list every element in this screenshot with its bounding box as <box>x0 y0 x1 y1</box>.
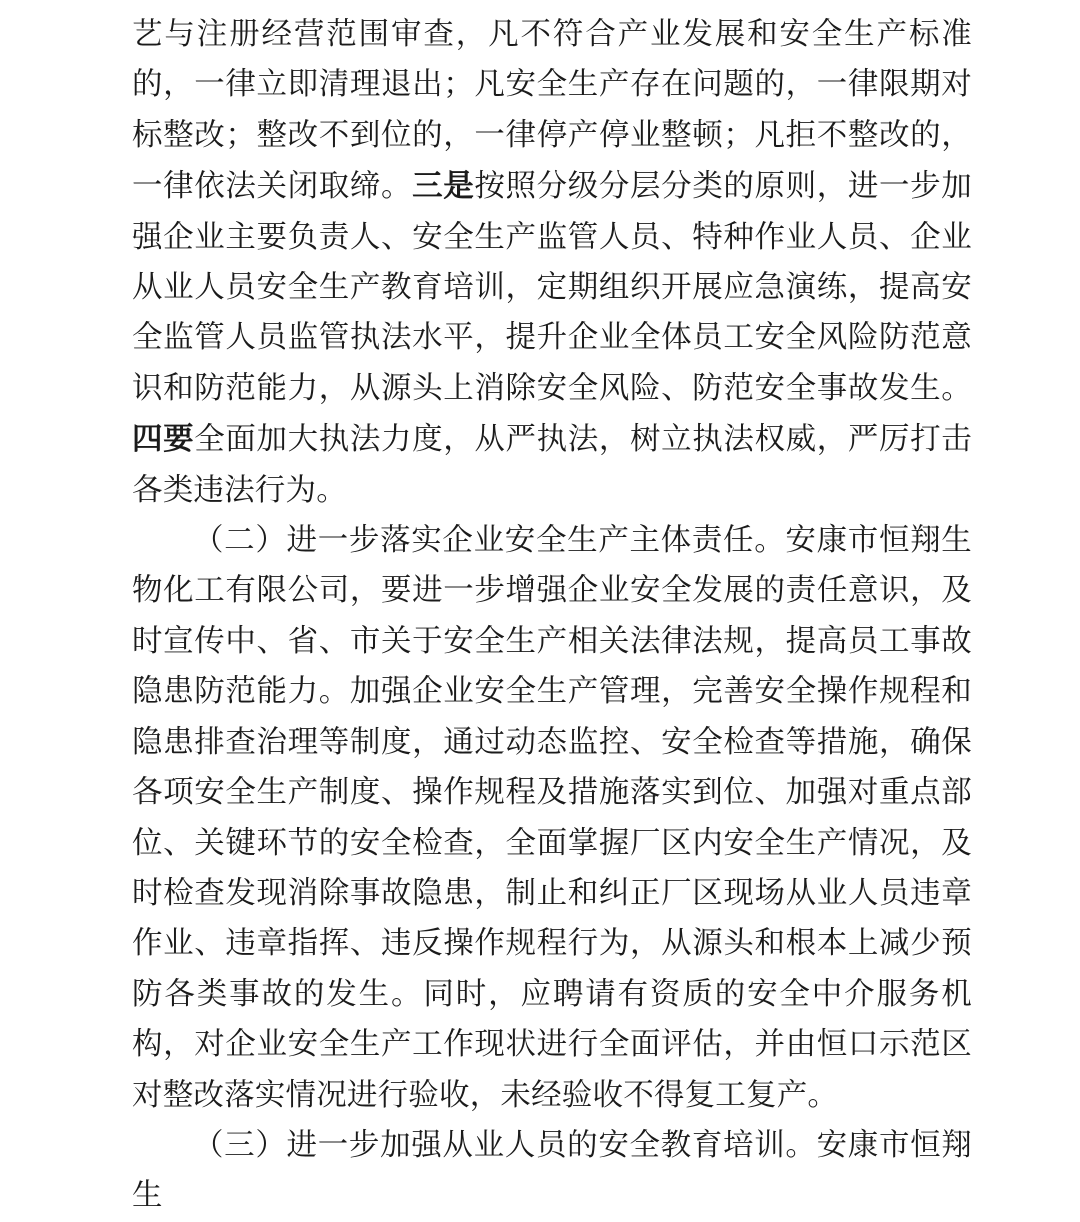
emphasis-run: 三是 <box>412 168 475 205</box>
text-run: （二）进一步落实企业安全生产主体责任。安康市恒翔生物化工有限公司，要进一步增强企业安全发展的责任意识，及时宣传中、省、市关于安全生产相关法律法规，提高员工事故隐患防范能力。加强企业安全生产管理，完善安全操作规程和隐患排查治理等制度，通过动态监控、安全检查等措施，确保各项安全生产制度、操作规程及措施落实到位、加强对重点部位、关键环节的安全检查，全面掌握厂区内安全生产情况，及时检查发现消除事故隐患，制止和纠正厂区现场从业人员违章作业、违章指挥、违反操作规程行为，从源头和根本上减少预防各类事故的发生。同时，应聘请有资质的安全中介服务机构，对企业安全生产工作现状进行全面评估，并由恒口示范区对整改落实情况进行验收，未经验收不得复工复产。 <box>132 523 972 1113</box>
paragraph-section-three <box>132 1121 972 1222</box>
text-run: 全面加大执法力度，从严执法，树立执法权威，严厉打击各类违法行为。 <box>132 422 973 508</box>
text-run: （三）进一步加强从业人员的安全教育培训。安康市恒翔生 <box>132 1127 972 1214</box>
text-run: 艺与注册经营范围审查，凡不符合产业发展和安全生产标准的，一律立即清理退出；凡安全生产存在问题的，一律限期对标整改；整改不到位的，一律停产停业整顿；凡拒不整改的，一律依法关闭取缔。 <box>132 17 972 205</box>
text-run: 按照分级分层分类的原则，进一步加强企业主要负责人、安全生产监管人员、特种作业人员、企业从业人员安全生产教育培训，定期组织开展应急演练，提高安全监管人员监管执法水平，提升企业全体员工安全风险防范意识和防范能力，从源头上消除安全风险、防范安全事故发生。 <box>132 169 972 406</box>
paragraph-continued <box>132 10 972 516</box>
paragraph-section-two <box>132 516 972 1121</box>
emphasis-run: 四要 <box>132 421 195 458</box>
document-body <box>132 10 972 1222</box>
